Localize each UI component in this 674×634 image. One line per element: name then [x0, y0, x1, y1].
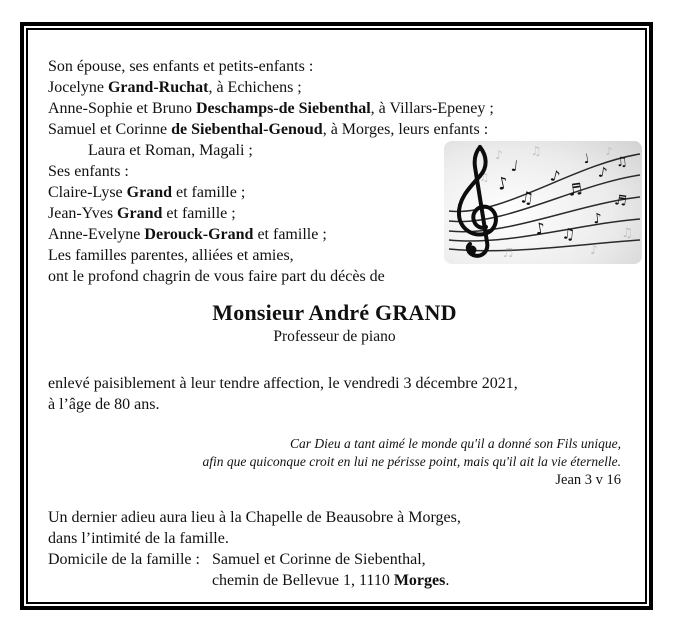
- address-line: Samuel et Corinne de Siebenthal,: [211, 551, 426, 568]
- music-note-glyph: ♩: [582, 151, 591, 168]
- music-note-glyph: ♪: [495, 173, 511, 196]
- text-line: ont le profond chagrin de vous faire part du décès de: [48, 268, 385, 285]
- music-note-glyph: ♫: [518, 187, 536, 208]
- music-note-glyph: ♫: [530, 144, 542, 158]
- text-line: Son épouse, ses enfants et petits-enfants :: [48, 58, 314, 75]
- music-note-glyph: ♪: [592, 210, 603, 228]
- notice-content: [28, 30, 645, 602]
- verse-line: afin que quiconque croit en lui ne périsse point, mais qu'il ait la vie éternelle.: [202, 454, 621, 469]
- text-line: Jean-Yves Grand et famille ;: [48, 205, 236, 222]
- music-illustration: [444, 141, 642, 264]
- text-line: Ses enfants :: [48, 163, 129, 180]
- verse-line: Car Dieu a tant aimé le monde qu'il a donné son Fils unique,: [290, 436, 621, 451]
- death-line: à l’âge de 80 ans.: [48, 396, 160, 413]
- music-note-glyph: ♪: [495, 148, 503, 162]
- music-note-glyph: ♫: [615, 154, 629, 171]
- ceremony-line: dans l’intimité de la famille.: [48, 530, 229, 547]
- music-note-glyph: ♫: [621, 226, 633, 241]
- music-note-glyph: ♬: [502, 246, 514, 260]
- text-line: Claire-Lyse Grand et famille ;: [48, 184, 246, 201]
- text-line: Anne-Evelyne Derouck-Grand et famille ;: [48, 226, 327, 243]
- text-line: Les familles parentes, alliées et amies,: [48, 247, 294, 264]
- notice-card-inner-frame: [26, 28, 647, 604]
- text-line: Jocelyne Grand-Ruchat, à Echichens ;: [48, 79, 302, 96]
- music-note-glyph: ♬: [613, 192, 628, 210]
- text-line: Laura et Roman, Magali ;: [88, 142, 253, 159]
- family-address: [48, 549, 621, 591]
- text-line: Samuel et Corinne de Siebenthal-Genoud, à Morges, leurs enfants :: [48, 121, 489, 138]
- music-note-glyph: ♩: [510, 156, 519, 176]
- death-line: enlevé paisiblement à leur tendre affection, le vendredi 3 décembre 2021,: [48, 375, 518, 392]
- music-note-glyph: ♪: [533, 218, 547, 239]
- ceremony-line: Un dernier adieu aura lieu à la Chapelle de Beausobre à Morges,: [48, 509, 461, 526]
- music-note-glyph: ♫: [479, 171, 489, 184]
- music-note-glyph: ♬: [566, 179, 584, 200]
- text-line: Anne-Sophie et Bruno Deschamps-de Siebenthal, à Villars-Epeney ;: [48, 100, 494, 117]
- music-note-glyph: ♪: [548, 166, 563, 187]
- music-note-glyph: ♫: [560, 224, 577, 244]
- address-value: [212, 549, 449, 591]
- music-illustration-svg: [444, 141, 642, 264]
- ceremony-info: [48, 507, 621, 549]
- address-label: Domicile de la famille :: [48, 551, 200, 568]
- notice-card-frame: [20, 22, 653, 610]
- music-note-glyph: ♪: [590, 243, 598, 257]
- music-note-glyph: ♪: [596, 164, 609, 182]
- address-line: chemin de Bellevue 1, 1110 Morges.: [211, 572, 450, 589]
- death-announcement: [48, 373, 621, 415]
- deceased-profession: Professeur de piano: [273, 328, 396, 345]
- music-note-glyph: ♪: [605, 145, 613, 158]
- verse-reference: Jean 3 v 16: [555, 472, 621, 488]
- bible-verse: [48, 435, 621, 489]
- deceased-name: Monsieur André GRAND: [212, 300, 457, 325]
